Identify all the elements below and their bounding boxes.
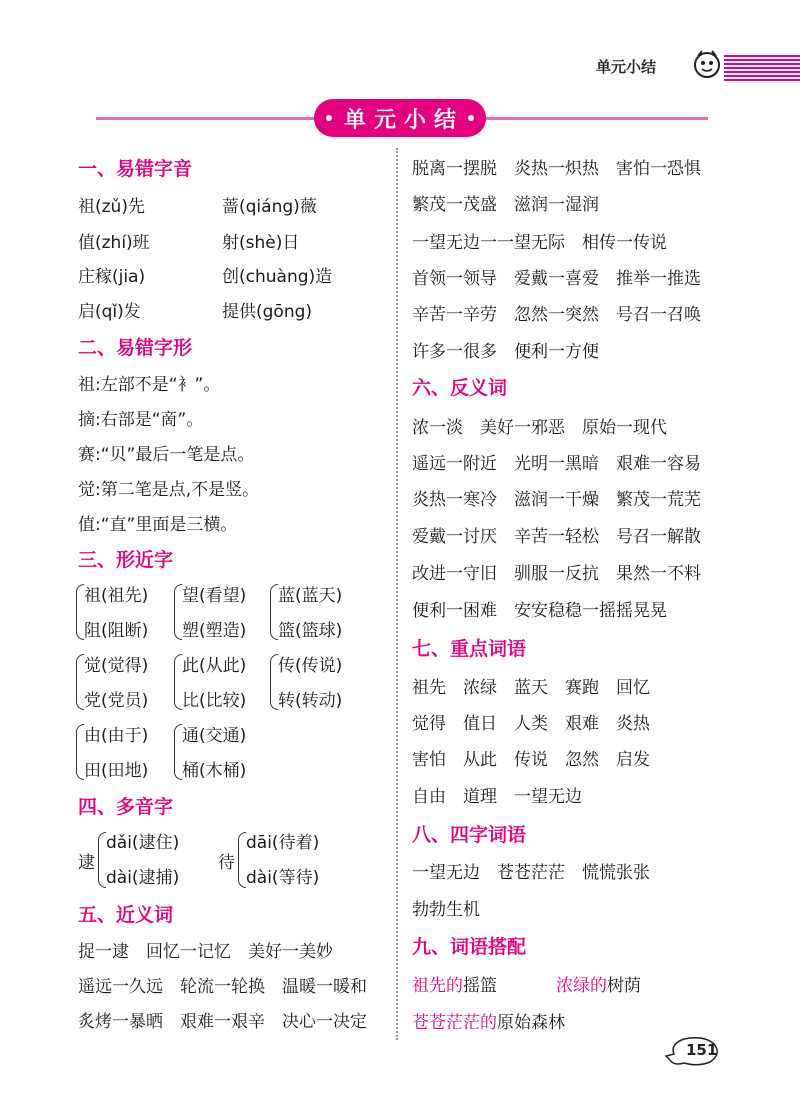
text-line: 炎热一寒冷 滋润一干燥 繁茂一荒芜: [412, 490, 701, 510]
text-line: 庄稼(jia): [78, 267, 146, 287]
section-heading: 三、形近字: [78, 549, 174, 571]
text-line: 许多一很多 便利一方便: [412, 342, 599, 362]
text-line: 祖(zǔ)先: [78, 197, 145, 217]
text-line: 值:“直”里面是三横。: [78, 515, 238, 535]
section-heading: 七、重点词语: [412, 638, 527, 660]
text-line: 首领一领导 爱戴一喜爱 推举一推选: [412, 269, 701, 289]
text-line: 提供(gōng): [222, 302, 313, 322]
text-line: 射(shè)日: [222, 233, 300, 253]
text-line: 创(chuàng)造: [222, 267, 333, 287]
text-line: 脱离一摆脱 炎热一炽热 害怕一恐惧: [412, 159, 701, 179]
text-line: 辛苦一辛劳 忽然一突然 号召一召唤: [412, 305, 701, 325]
text-line: 繁茂一茂盛 滋润一湿润: [412, 195, 599, 215]
text-line: 浓一淡 美好一邪恶 原始一现代: [412, 418, 667, 438]
text-line: 觉:第二笔是点,不是竖。: [78, 480, 260, 500]
text-line: 遥远一附近 光明一黑暗 艰难一容易: [412, 454, 701, 474]
collocation: 苍苍茫茫的原始森林: [412, 1013, 565, 1033]
section-heading: 六、反义词: [412, 377, 508, 399]
text-line: 害怕 从此 传说 忽然 启发: [412, 750, 650, 770]
polyphone-char: 待: [218, 853, 235, 873]
section-heading: 一、易错字音: [78, 158, 193, 180]
section-heading: 九、词语搭配: [412, 936, 527, 958]
text-line: 勃勃生机: [412, 900, 480, 920]
collocation: 浓绿的树荫: [556, 976, 641, 996]
section-heading: 四、多音字: [78, 796, 174, 818]
text-line: 炙烤一暴晒 艰难一艰辛 决心一决定: [78, 1012, 367, 1032]
text-line: 爱戴一讨厌 辛苦一轻松 号召一解散: [412, 527, 701, 547]
section-heading: 二、易错字形: [78, 337, 193, 359]
column-divider: [396, 148, 398, 1040]
dot-icon: [468, 115, 474, 121]
running-header: 单元小结: [596, 58, 657, 76]
text-line: 祖先 浓绿 蓝天 赛跑 回忆: [412, 678, 650, 698]
text-line: 一望无边 苍苍茫茫 慌慌张张: [412, 863, 650, 883]
text-line: 便利一困难 安安稳稳一摇摇晃晃: [412, 601, 667, 621]
page-title: 单元小结: [343, 107, 464, 133]
dot-icon: [326, 115, 332, 121]
text-line: 蔷(qiáng)薇: [222, 197, 317, 217]
header-stripes: [724, 55, 800, 81]
text-line: 摘:右部是“啇”。: [78, 410, 204, 430]
text-line: 觉得 值日 人类 艰难 炎热: [412, 714, 650, 734]
text-line: 捉一逮 回忆一记忆 美好一美妙: [78, 942, 333, 962]
page-number: 151: [686, 1041, 718, 1059]
polyphone-char: 逮: [78, 853, 95, 873]
text-line: 祖:左部不是“衤”。: [78, 375, 221, 395]
text-line: 赛:“贝”最后一笔是点。: [78, 445, 255, 465]
text-line: 值(zhí)班: [78, 233, 150, 253]
text-line: 一望无边一一望无际 相传一传说: [412, 233, 667, 253]
text-line: 启(qǐ)发: [78, 302, 141, 322]
text-line: 自由 道理 一望无边: [412, 787, 582, 807]
section-heading: 八、四字词语: [412, 824, 527, 846]
title-banner: [314, 99, 486, 137]
text-line: 改进一守旧 驯服一反抗 果然一不料: [412, 564, 701, 584]
section-heading: 五、近义词: [78, 904, 174, 926]
cartoon-icon: [690, 47, 724, 81]
collocation: 祖先的摇篮: [412, 976, 497, 996]
text-line: 遥远一久远 轮流一轮换 温暖一暖和: [78, 977, 367, 997]
